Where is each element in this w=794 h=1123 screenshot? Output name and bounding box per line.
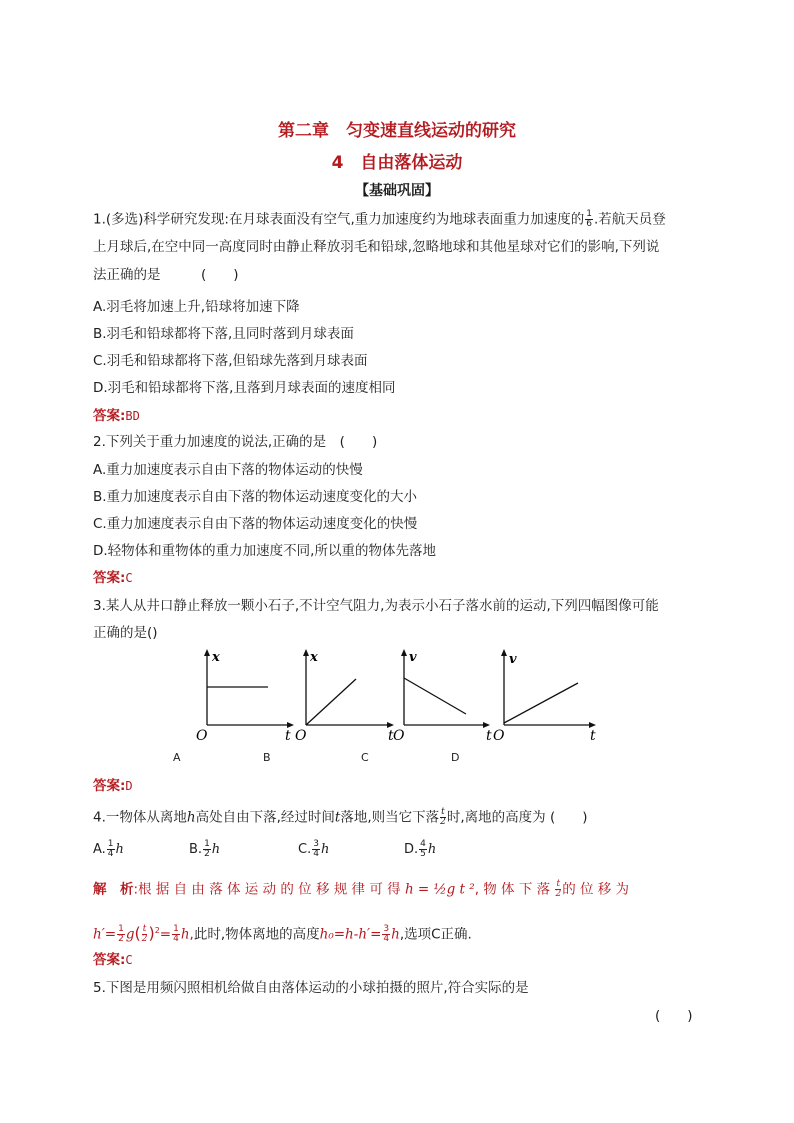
q4-option-d — [404, 840, 436, 859]
graph-c-xlabel: t — [486, 728, 492, 744]
graph-a-xlabel: t — [285, 728, 291, 744]
chapter-title: 第二章 匀变速直线运动的研究 — [278, 121, 516, 141]
q1-stem-a: 1.(多选)科学研究发现:在月球表面没有空气,重力加速度约为地球表面重力加速度的 — [93, 211, 585, 228]
q2-stem: 2.下列关于重力加速度的说法,正确的是 ( ) — [93, 434, 378, 450]
q4-half-fraction — [440, 808, 446, 827]
q2-option-b: B.重力加速度表示自由下落的物体运动速度变化的大小 — [93, 489, 418, 505]
q4-option-a-var: h — [115, 842, 124, 857]
q5-stem: 5.下图是用频闪照相机给做自由落体运动的小球拍摄的照片,符合实际的是 — [93, 980, 529, 996]
q1-answer — [93, 407, 140, 425]
graph-b — [295, 649, 394, 744]
graph-b-xlabel: t — [388, 728, 394, 744]
q4-formula2-t-half: $\frac{t}{2}$ — [141, 924, 148, 944]
graph-d-origin: O — [493, 728, 505, 744]
q4-var-t: t — [334, 809, 341, 826]
q1-option-c: C.羽毛和铅球都将下落,但铅球先落到月球表面 — [93, 353, 368, 369]
graph-c-line — [404, 678, 466, 714]
q1-answer-value: BD — [125, 409, 140, 423]
q4-formula2-three-quarter: $\frac{3}{4}$ — [383, 924, 390, 944]
q4-stem — [93, 808, 587, 827]
q4-analysis-half-den: 2 — [555, 889, 562, 899]
lesson-title: 4 自由落体运动 — [331, 153, 463, 173]
q4-option-d-label: D. — [404, 842, 419, 857]
q1-line2: 上月球后,在空中同一高度同时由静止释放羽毛和铅球,忽略地球和其他星球对它们的影响,下列说 — [93, 239, 660, 255]
q4-option-c-den: 4 — [313, 849, 319, 859]
q4-option-b-var: h — [211, 842, 221, 857]
q1-stem-b: .若航天员登 — [594, 211, 666, 228]
q4-option-c-num: 3 — [313, 839, 319, 849]
graph-d — [493, 649, 596, 744]
q1-fraction — [585, 210, 593, 229]
q4-analysis-a: :根 据 自 由 落 体 运 动 的 位 移 规 律 可 得 — [133, 881, 401, 898]
q1-option-d: D.羽毛和铅球都将下落,且落到月球表面的速度相同 — [93, 380, 396, 396]
q4-option-a-num: 1 — [107, 839, 114, 849]
graph-a-ylabel: x — [212, 650, 220, 665]
q4-option-d-den: 5 — [420, 849, 426, 859]
section-heading: 【基础巩固】 — [355, 183, 439, 199]
q1-line3: 法正确的是 ( ) — [93, 267, 239, 283]
q4-answer-value: C — [125, 953, 133, 967]
q4-option-a-frac — [107, 840, 115, 859]
graph-a-y-arrow — [204, 649, 210, 656]
q4-option-c-frac — [312, 840, 320, 859]
graph-c-origin: O — [393, 728, 405, 744]
q1-option-b: B.羽毛和铅球都将下落,且同时落到月球表面 — [93, 326, 354, 342]
graph-d-y-arrow — [501, 649, 507, 656]
q5-bracket: ( ) — [655, 1008, 693, 1024]
graph-a-caption: A — [173, 751, 181, 764]
graph-b-y-arrow — [303, 649, 309, 656]
graph-d-caption: D — [451, 751, 460, 764]
q4-option-c-var: h — [320, 842, 330, 857]
q2-answer — [93, 569, 133, 587]
q1-answer-label: 答案: — [93, 408, 126, 424]
q3-answer-label: 答案: — [93, 778, 126, 794]
q4-option-b-den: 2 — [204, 849, 210, 859]
q4-stem-a: 4.一物体从离地 — [93, 809, 187, 826]
q4-option-d-var: h — [427, 842, 437, 857]
q4-analysis-b: , 物 体 下 落 — [474, 881, 551, 898]
q4-analysis-c: 的 位 移 为 — [562, 881, 630, 898]
q3-answer — [93, 777, 133, 795]
q2-answer-label: 答案: — [93, 570, 126, 586]
q4-half-num: t — [441, 807, 445, 817]
q4-option-c — [298, 840, 329, 859]
graph-c-y-arrow — [401, 649, 407, 656]
graph-c — [393, 649, 492, 744]
q4-option-d-num: 4 — [420, 839, 426, 849]
q4-option-a — [93, 840, 124, 859]
graph-b-origin: O — [295, 728, 307, 744]
q4-answer-label: 答案: — [93, 952, 126, 968]
q4-formula2-b: 此时,物体离地的高度 — [193, 926, 320, 943]
q2-answer-value: C — [125, 571, 133, 585]
q4-formula1: h = ½g t ² — [404, 881, 475, 898]
q4-option-b-num: 1 — [204, 839, 210, 849]
q4-analysis-half-num: t — [556, 879, 561, 889]
graph-a — [196, 649, 294, 744]
q4-analysis-label: 解 析 — [93, 881, 134, 898]
q2-option-a: A.重力加速度表示自由下落的物体运动的快慢 — [93, 462, 363, 478]
q4-option-d-frac — [419, 840, 427, 859]
q1-option-a: A.羽毛将加速上升,铅球将加速下降 — [93, 299, 300, 315]
q4-option-a-label: A. — [93, 842, 106, 857]
q4-formula2-c: h₀=h-h′= — [319, 926, 382, 943]
graph-c-caption: C — [361, 751, 369, 764]
q4-option-a-den: 4 — [107, 849, 114, 859]
graph-b-line — [306, 679, 356, 725]
graph-d-line — [504, 683, 578, 723]
q4-analysis-line2: h′= $\frac{1}{2}$ g( $\frac{t}{2}$ )$^2$= $\frac{1}{4}$ h,此时,物体离地的高度h₀=h-h′= $\frac{3}{4}$ h,选项C正确. — [93, 923, 472, 944]
q1-frac-num: 1 — [586, 209, 592, 219]
graph-b-ylabel: x — [310, 650, 318, 665]
q4-option-b-label: B. — [189, 842, 203, 857]
q1-line1 — [93, 210, 666, 229]
q4-answer — [93, 951, 133, 969]
q4-formula2-half-g: $\frac{1}{2}$ — [118, 924, 124, 944]
q4-option-b — [189, 840, 220, 859]
q3-answer-value: D — [125, 779, 133, 793]
q4-stem-c: 落地,则当它下落 — [340, 809, 440, 826]
q4-var-h: h — [186, 809, 196, 826]
q4-half-den: 2 — [440, 817, 446, 827]
q4-stem-d: 时,离地的高度为 ( ) — [446, 809, 588, 826]
q3-line1: 3.某人从井口静止释放一颗小石子,不计空气阻力,为表示小石子落水前的运动,下列四幅图像可能 — [93, 598, 659, 614]
q4-option-c-label: C. — [298, 842, 312, 857]
q1-frac-den: 6 — [586, 219, 592, 229]
graph-d-xlabel: t — [590, 728, 596, 744]
q2-option-c: C.重力加速度表示自由下落的物体运动速度变化的快慢 — [93, 516, 418, 532]
q4-formula2-quarter: $\frac{1}{4}$ — [173, 924, 179, 944]
q4-option-b-frac — [203, 840, 211, 859]
q3-line2: 正确的是() — [93, 625, 158, 641]
q4-stem-b: 高处自由下落,经过时间 — [195, 809, 335, 826]
graph-b-caption: B — [263, 751, 271, 764]
graph-a-origin: O — [196, 728, 208, 744]
q4-analysis-half — [555, 880, 561, 899]
graph-d-ylabel: v — [509, 652, 517, 667]
q4-formula2-d: ,选项C正确. — [399, 926, 472, 943]
q4-formula2-a: h′= — [93, 926, 117, 943]
q4-analysis-line1 — [93, 880, 629, 899]
q3-graphs — [190, 645, 610, 745]
graph-c-ylabel: v — [409, 650, 417, 665]
q2-option-d: D.轻物体和重物体的重力加速度不同,所以重的物体先落地 — [93, 543, 436, 559]
